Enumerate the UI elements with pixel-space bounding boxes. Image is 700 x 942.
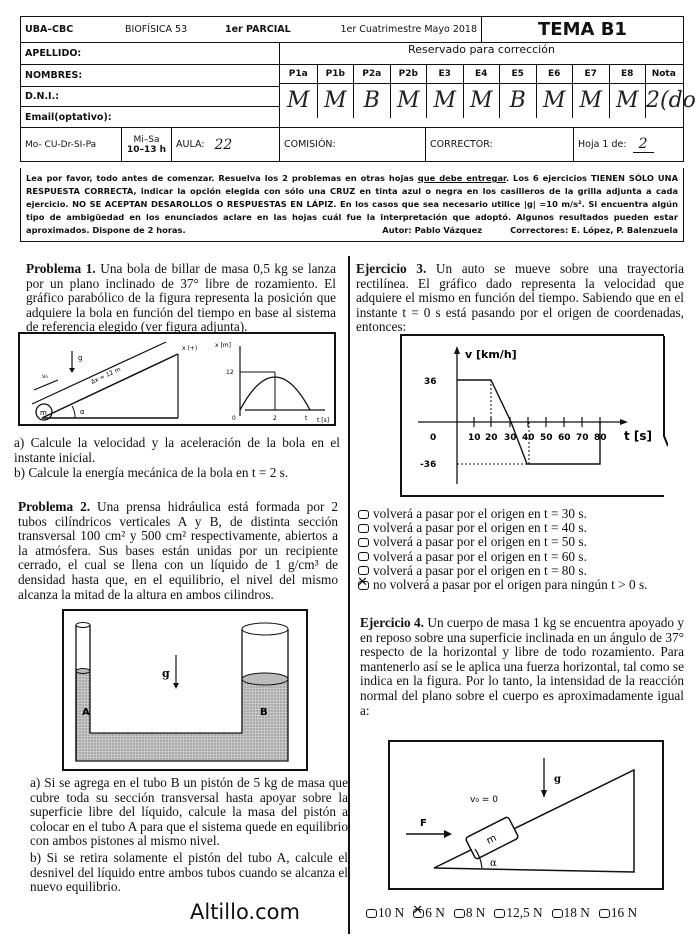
ejercicio-3-option[interactable] xyxy=(358,564,647,578)
option-label: 16 N xyxy=(610,905,638,920)
comision-field[interactable] xyxy=(279,128,425,161)
svg-text:g: g xyxy=(78,354,83,362)
inclined-plane-diagram xyxy=(20,334,334,424)
grid-col-e7: E7 xyxy=(572,65,609,83)
checkbox-icon[interactable] xyxy=(552,909,563,918)
svg-text:20: 20 xyxy=(485,433,498,443)
checkbox-icon[interactable] xyxy=(413,909,424,918)
ejercicio-3-option[interactable] xyxy=(358,535,647,549)
option-label: 18 N xyxy=(563,905,590,920)
grid-col-e5: E5 xyxy=(499,65,536,83)
aula-field[interactable] xyxy=(171,128,279,161)
svg-text:α: α xyxy=(490,858,497,869)
instructions-underlined: que debe entregar xyxy=(417,173,506,183)
ejercicio-4-option[interactable] xyxy=(366,906,404,920)
svg-text:36: 36 xyxy=(424,377,437,387)
instructions-text-2: . Los 6 ejercicios TIENEN SÓLO UNA RESPUESTA CORRECTA, indicar la opción elegida con sólo una CRUZ en tinta azul o negra en los casilleros de la grilla adjunta a cada ejercicio. NO SE ACEPTAN DESAROLLOS O RESPUESTAS EN LÁPIZ. En los casos que sea necesario utilice |g| =10 m/s². Si encuentra algún tipo de ambigüedad en los enunciados aclare en las hojas cuál fue la interpretación que adoptó. Algunos resultados pueden estar aproximados. Dispone de 2 horas. xyxy=(26,173,678,235)
hydraulic-press-diagram xyxy=(64,611,306,769)
svg-text:30: 30 xyxy=(504,433,517,443)
svg-text:40: 40 xyxy=(522,433,535,443)
grid-score-p1a[interactable]: M xyxy=(286,88,310,113)
institution: UBA–CBC xyxy=(25,24,74,35)
ejercicio-3-option[interactable] xyxy=(358,507,647,521)
option-label: volverá a pasar por el origen en t = 30 s. xyxy=(373,506,587,521)
svg-text:α: α xyxy=(80,408,85,416)
ejercicio-4-title: Ejercicio 4. xyxy=(360,615,425,630)
svg-text:60: 60 xyxy=(558,433,571,443)
svg-text:x (+): x (+) xyxy=(182,345,198,352)
grid-score-e7[interactable]: M xyxy=(572,84,609,118)
tema: TEMA B1 xyxy=(481,17,683,42)
grid-col-e8: E8 xyxy=(609,65,646,83)
grid-col-nota: Nota xyxy=(645,65,682,83)
svg-text:g: g xyxy=(162,667,170,680)
hoja-label: Hoja 1 de: xyxy=(578,139,627,150)
option-label: 8 N xyxy=(465,905,486,920)
horario: 10–13 h xyxy=(126,144,167,155)
period: 1er Cuatrimestre Mayo 2018 xyxy=(340,24,477,35)
ejercicio-4-text: Un cuerpo de masa 1 kg se encuentra apoyado y en reposo sobre una superficie inclinada en un ángulo de 37° respecto de la horizontal y libre de todo rozamiento. Para mantenerlo así se le aplica una fuerza horizontal, tal como se indica en la figura. Por lo tanto, la intensidad de la reacción normal del plano sobre el cuerpo es aproximadamente igual a: xyxy=(360,615,685,718)
svg-text:F: F xyxy=(420,818,427,829)
problema-2-b: b) Si se retira solamente el pistón del tubo A, calcule el desnivel del líquido entre ambos tubos cuando se alcanza el nuevo equilibrio. xyxy=(30,850,348,895)
problema-2-title: Problema 2. xyxy=(18,499,91,514)
option-label: volverá a pasar por el origen en t = 80 s. xyxy=(373,562,587,578)
ejercicio-3-options xyxy=(358,507,647,592)
aula-label: AULA: xyxy=(176,139,205,150)
svg-text:m: m xyxy=(40,409,47,417)
svg-text:0: 0 xyxy=(430,433,437,443)
option-label: no volverá a pasar por el origen para ningún t > 0 s. xyxy=(373,577,648,593)
svg-text:12: 12 xyxy=(226,369,234,376)
ejercicio-4-option[interactable] xyxy=(413,906,445,920)
watermark: Altillo.com xyxy=(190,900,300,924)
grid-score-p1b[interactable]: M xyxy=(317,84,354,118)
column-divider xyxy=(348,256,350,934)
grid-col-e4: E4 xyxy=(463,65,500,83)
option-label: 10 N xyxy=(378,905,405,920)
svg-text:2: 2 xyxy=(273,415,277,422)
email-label: Email(optativo): xyxy=(25,111,112,123)
ejercicio-3-figure xyxy=(400,334,664,497)
exam-header xyxy=(20,16,696,162)
corrector-field[interactable] xyxy=(425,128,573,161)
problema-2 xyxy=(18,500,338,602)
ejercicio-3 xyxy=(356,262,684,335)
ejercicio-4-option[interactable] xyxy=(599,906,637,920)
svg-text:10: 10 xyxy=(468,433,481,443)
option-label: volverá a pasar por el origen en t = 40 s. xyxy=(373,520,587,536)
correctors: Correctores: E. López, P. Balenzuela xyxy=(510,225,678,235)
exam-name: 1er PARCIAL xyxy=(225,24,291,35)
reserved-label: Reservado para corrección xyxy=(280,43,683,65)
nombres-label: NOMBRES: xyxy=(25,70,83,81)
grid-score-nota[interactable]: 2(do xyxy=(645,84,682,118)
sede: Mo- CU-Dr-SI-Pa xyxy=(25,139,97,150)
schedule xyxy=(121,128,171,161)
problema-1-title: Problema 1. xyxy=(26,261,96,276)
svg-text:Δx = 12 m: Δx = 12 m xyxy=(89,365,122,386)
problema-1-text: Una bola de billar de masa 0,5 kg se lanza por un plano inclinado de 37° libre de rozamiento. El gráfico parabólico de la figura representa la posición que adquiere la bola en función del tiempo en base al sistema de referencia elegido (ver figura adjunta). xyxy=(26,261,336,335)
ejercicio-4-options xyxy=(366,906,637,920)
instructions xyxy=(20,168,684,242)
apellido-label: APELLIDO: xyxy=(25,48,82,59)
problema-1-a: a) Calcule la velocidad y la aceleración de la bola en el instante inicial. xyxy=(14,435,340,465)
instructions-text: Lea por favor, todo antes de comenzar. Resuelva los 2 problemas en otras hojas xyxy=(26,173,418,183)
aula-value: 22 xyxy=(214,136,233,153)
grid-col-p1b: P1b xyxy=(317,65,354,83)
svg-text:t [s]: t [s] xyxy=(317,417,330,424)
problema-2-figure xyxy=(62,609,308,771)
svg-text:A: A xyxy=(82,707,90,718)
author: Autor: Pablo Vázquez xyxy=(382,225,483,235)
ejercicio-4-option[interactable] xyxy=(454,906,486,920)
corrector-label: CORRECTOR: xyxy=(430,139,493,150)
inclined-block-diagram xyxy=(390,742,662,888)
option-label: volverá a pasar por el origen en t = 50 s. xyxy=(373,534,587,550)
grid-score-e6[interactable]: M xyxy=(536,84,573,118)
problema-1-b: b) Calcule la energía mecánica de la bola en t = 2 s. xyxy=(14,465,289,480)
svg-text:t: t xyxy=(305,415,308,422)
grid-score-e3[interactable]: M xyxy=(426,84,463,118)
checkbox-icon[interactable] xyxy=(358,524,369,533)
ejercicio-3-title: Ejercicio 3. xyxy=(356,261,427,276)
checkbox-icon[interactable] xyxy=(599,909,610,918)
dni-label: D.N.I.: xyxy=(25,91,59,102)
nombres-field[interactable] xyxy=(21,65,86,86)
option-label: 12,5 N xyxy=(506,905,543,920)
ejercicio-3-text: Un auto se mueve sobre una trayectoria rectilínea. El gráfico dado representa la velocidad que adquiere el mismo en función del tiempo. Sabiendo que en el instante t = 0 s está pasando por el origen de coordenadas, entonces: xyxy=(356,261,684,335)
checkbox-icon[interactable] xyxy=(454,909,465,918)
option-label: volverá a pasar por el origen en t = 60 s. xyxy=(373,548,587,564)
svg-text:g: g xyxy=(554,774,561,785)
checkbox-icon[interactable] xyxy=(358,510,369,519)
grid-col-p2a: P2a xyxy=(353,65,390,83)
problema-2-a: a) Si se agrega en el tubo B un pistón de 5 kg de masa que cubre toda su sección transversal hasta apoyar sobre la superficie libre del líquido, calcule la masa del pistón a colocar en el tubo A para que el sistema quede en equilibrio con ambos pistones al mismo nivel. xyxy=(30,775,348,849)
svg-text:70: 70 xyxy=(576,433,589,443)
problema-2-text: Una prensa hidráulica está formada por 2 tubos cilíndricos verticales A y B, de distinta sección transversal 100 cm² y 500 cm² respectivamente, abiertos a la atmósfera. Sus bases están unidas por un recipiente cerrado, el cual se llena con un líquido de 1 g/cm³ de densidad hasta que, en el equilibrio, el nivel del mismo alcanza la mitad de la altura en ambos cilindros. xyxy=(18,499,338,602)
svg-text:50: 50 xyxy=(540,433,553,443)
ejercicio-4-option[interactable] xyxy=(494,906,542,920)
dias: Mi–Sa xyxy=(133,134,160,145)
problema-1-figure xyxy=(18,332,336,426)
option-label: 6 N xyxy=(425,905,445,920)
svg-text:v₀ = 0: v₀ = 0 xyxy=(470,795,498,805)
grid-score-e8[interactable]: M xyxy=(609,84,646,118)
grid-score-e4[interactable]: M xyxy=(463,84,500,118)
apellido-field[interactable] xyxy=(21,43,85,64)
subject: BIOFÍSICA 53 xyxy=(125,24,188,35)
svg-text:-36: -36 xyxy=(420,460,437,470)
svg-text:m: m xyxy=(484,832,499,847)
grid-score-p2b[interactable]: M xyxy=(390,84,427,118)
hoja-value: 2 xyxy=(633,136,654,153)
svg-text:0: 0 xyxy=(232,415,236,422)
ejercicio-3-option[interactable] xyxy=(358,578,647,592)
grid-col-e3: E3 xyxy=(426,65,463,83)
ejercicio-3-option[interactable] xyxy=(358,521,647,535)
grid-col-p1a: P1a xyxy=(288,69,308,79)
checkbox-icon[interactable] xyxy=(358,552,369,561)
velocity-time-graph xyxy=(402,336,668,496)
checkbox-icon[interactable] xyxy=(366,909,377,918)
checkbox-icon[interactable] xyxy=(358,581,369,590)
grid-col-p2b: P2b xyxy=(390,65,427,83)
ejercicio-4-figure xyxy=(388,740,664,890)
svg-text:80: 80 xyxy=(594,433,607,443)
svg-text:v₀: v₀ xyxy=(42,373,48,380)
ejercicio-3-option[interactable] xyxy=(358,550,647,564)
dni-field[interactable] xyxy=(21,87,63,106)
ejercicio-4 xyxy=(360,616,684,718)
checkbox-icon[interactable] xyxy=(358,538,369,547)
svg-text:t [s]: t [s] xyxy=(624,429,653,443)
grid-col-e6: E6 xyxy=(536,65,573,83)
correction-grid xyxy=(279,43,696,127)
checkbox-icon[interactable] xyxy=(494,909,505,918)
grid-score-p2a[interactable]: B xyxy=(353,84,390,118)
comision-label: COMISIÓN: xyxy=(284,139,336,150)
grid-score-e5[interactable]: B xyxy=(499,84,536,118)
ejercicio-4-option[interactable] xyxy=(552,906,590,920)
svg-text:v [km/h]: v [km/h] xyxy=(465,348,517,361)
email-field[interactable] xyxy=(21,107,116,127)
svg-text:x [m]: x [m] xyxy=(215,342,231,349)
problema-1 xyxy=(26,262,336,335)
svg-text:B: B xyxy=(260,707,268,718)
hoja-field[interactable] xyxy=(573,128,683,161)
